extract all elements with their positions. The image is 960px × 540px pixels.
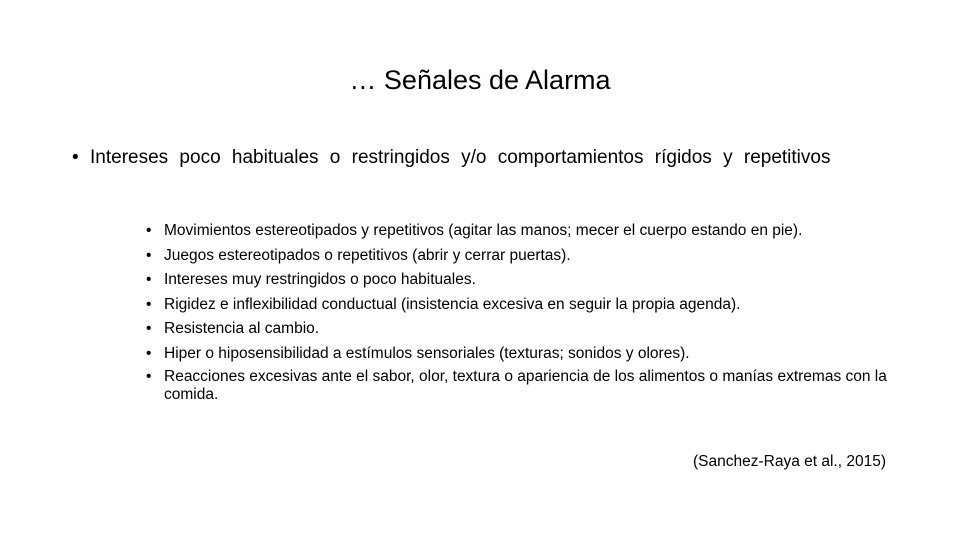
list-item <box>146 344 888 363</box>
list-item-text: Juegos estereotipados o repetitivos (abrir y cerrar puertas). <box>164 246 571 264</box>
list-item-text: Reacciones excesivas ante el sabor, olor, textura o apariencia de los alimentos o manías extremas con la comida. <box>164 368 887 403</box>
bullet-icon: • <box>146 222 152 239</box>
main-bullet-point <box>72 146 884 169</box>
bullet-icon: • <box>146 271 152 288</box>
bullet-icon: • <box>146 368 152 385</box>
list-item <box>146 246 888 265</box>
main-bullet-text: Intereses poco habituales o restringidos y/o comportamientos rígidos y repetitivos <box>90 147 831 168</box>
bullet-icon: • <box>146 344 152 362</box>
sub-bullet-list <box>146 222 888 410</box>
list-item <box>146 319 888 338</box>
bullet-icon: • <box>146 295 152 313</box>
bullet-icon: • <box>146 246 152 264</box>
bullet-icon: • <box>146 320 152 337</box>
list-item-text: Movimientos estereotipados y repetitivos (agitar las manos; mecer el cuerpo estando en pie). <box>164 222 803 239</box>
list-item <box>146 368 888 404</box>
citation: (Sanchez-Raya et al., 2015) <box>693 453 886 470</box>
slide-title: … Señales de Alarma <box>349 65 611 95</box>
list-item-text: Resistencia al cambio. <box>164 320 320 337</box>
list-item <box>146 295 888 314</box>
bullet-icon: • <box>72 147 79 168</box>
list-item-text: Rigidez e inflexibilidad conductual (insistencia excesiva en seguir la propia agenda). <box>164 295 741 313</box>
list-item <box>146 222 888 240</box>
list-item-text: Hiper o hiposensibilidad a estímulos sensoriales (texturas; sonidos y olores). <box>164 344 690 362</box>
list-item <box>146 270 888 289</box>
list-item-text: Intereses muy restringidos o poco habituales. <box>164 271 476 288</box>
